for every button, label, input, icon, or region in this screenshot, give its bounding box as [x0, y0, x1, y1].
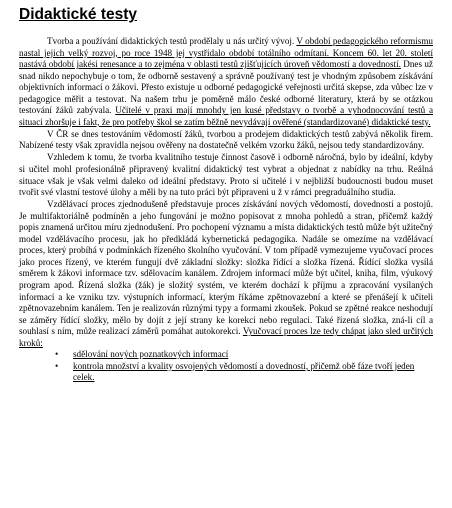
paragraph-3: [19, 152, 433, 198]
paragraph-1-segment-4: Učitelé v praxi mají mnohdy jen kusé představy o tvorbě a vyhodnocování testů a situaci zhoršuje i fakt, že pro potřeby škol se zatím běžně nevydávají ověřené (standardizované) didaktické testy.: [19, 105, 434, 127]
paragraph-1-segment-2: V období pedagogického reformismu nastal jejich velký rozvoj, po roce 1948 jej vystřídalo období totálního odmítaní. Koncem 60. let 20. století nastává období jakési renesance a to zejména v oblasti testů zjišťujících úroveň vědomostí a dovedností.: [19, 36, 433, 70]
paragraph-4-segment-1: Vzdělávací proces zjednodušeně představuje proces získávání nových vědomostí, dovedností a postojů. Je multifaktoriálně podmíněn a jeho fungování je možno popisovat z mnoha pohledů a stran, přičemž každý popis znamená určitou míru zjednodušení. Pro pochopení významu a místa didaktických testů může být užitečný model vzdělávacího procesu, jak ho předkládá kybernetická pedagogika. Nadále se omezíme na vzdělávací proces, který probíhá v podmínkách řízeného školního vyučování. V tom případě vymezujeme vyučovací proces jako proces řízený, ve kterém fungují dvě základní složky: složka řídící a složka řízená. Řídící složka vysílá směrem k žákovi informace tzv. sdělovacím kanálem. Zdrojem informací může být učitel, kniha, film, výukový program apod. Řízená složka (žák) je složitý systém, ve kterém dochází k příjmu a zpracování vysílaných informací a ke vzniku tzv. výstupních informací, kterým říkáme zpětnovazební a které se přenášejí k učiteli zpětnovazebním kanálem. Ten je realizován různými typy a formami zkoušek. Pokud se zpětné reakce neshodují se záměry řídící složky, mělo by dojít z její strany ke korekci nebo regulaci. Také řízená složka, zná-li cíl a souhlasí s ním, může realizací záměrů pomáhat autokorekci.: [19, 199, 433, 337]
paragraph-2-segment-1: V ČR se dnes testováním vědomostí žáků, tvorbou a prodejem didaktických testů zabývá několik firem. Nabízené testy však zpravidla nejsou ověřeny na dostatečně velkém vzorku žáků, nejsou tedy standardizovány.: [19, 128, 433, 151]
document-body: [19, 36, 433, 384]
paragraph-3-segment-1: Vzhledem k tomu, že tvorba kvalitního testuje činnost časově i odborně náročná, bylo by ideální, kdyby si učitel mohl profesionálně připravený kvalitní didaktický test vybrat a objednat z nabídky na trhu. Reálná situace však je však velmi daleko od ideální představy. Proto si učitelé i v nejbližší budoucnosti budou muset tvořit své vlastní testové úlohy a měli by na tuto práci být připraveni u ž v rámci pregraduálního studia.: [19, 152, 433, 198]
paragraph-1: [19, 36, 433, 128]
paragraph-4-segment-2: Vyučovací proces lze tedy chápat jako sled určitých kroků:: [19, 326, 433, 348]
list-item: • kontrola množství a kvality osvojených vědomostí a dovedností, přičemž obě fáze tvoří jeden celek.: [73, 361, 433, 384]
list-item: • sdělování nových poznatkových informací: [73, 349, 433, 361]
paragraph-4: [19, 199, 433, 349]
document-title: Didaktické testy: [19, 6, 138, 23]
paragraph-1-segment-1: Tvorba a používání didaktických testů prodělaly u nás určitý vývoj.: [47, 36, 297, 46]
paragraph-2: [19, 129, 433, 152]
paragraph-1-segment-3: Dnes už snad nikdo nepochybuje o tom, že odborně sestavený a správně používaný test je vhodným způsobem získávání objektivních informací o žákovi. Přesto existuje u odborné pedagogické veřejnosti určitá skepse, zda vůbec lze v pedagogice měřit a testovat. Na našem trhu je poměrně málo české odborné literatury, která by se otázkou testování žáků zabývala.: [19, 59, 433, 116]
steps-list: [19, 349, 433, 384]
